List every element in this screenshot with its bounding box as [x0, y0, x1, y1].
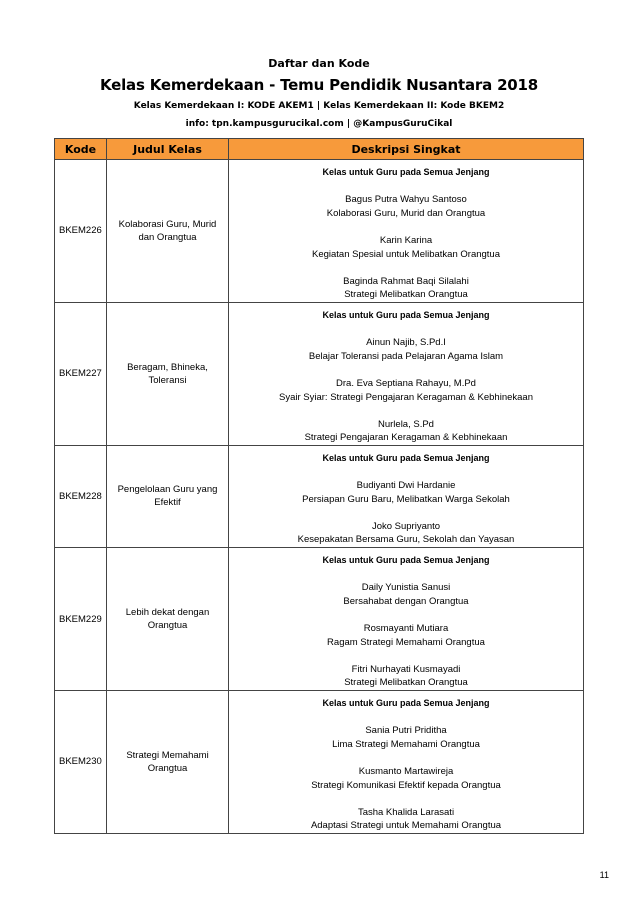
contact-info: info: tpn.kampusgurucikal.com | @KampusGuruCikal	[185, 119, 453, 129]
table-row	[55, 548, 584, 691]
session-topic: Strategi Melibatkan Orangtua	[344, 289, 468, 301]
speaker-name: Daily Yunistia Sanusi	[361, 582, 451, 594]
class-code: BKEM227	[55, 302, 107, 445]
spacer	[229, 323, 583, 337]
spacer	[229, 180, 583, 194]
speaker-name: Rosmayanti Mutiara	[363, 623, 449, 634]
session-topic: Strategi Komunikasi Efektif kepada Orangtua	[311, 779, 501, 791]
session-topic: Kegiatan Spesial untuk Melibatkan Orangtua	[311, 248, 500, 260]
spacer	[229, 608, 583, 622]
class-code-info: Kelas Kemerdekaan I: KODE AKEM1 | Kelas Kemerdekaan II: Kode BKEM2	[133, 101, 505, 111]
table-row	[55, 302, 584, 445]
class-title: Kolaborasi Guru, Murid dan Orangtua	[107, 160, 229, 303]
class-description	[229, 548, 584, 691]
speaker-name: Budiyanti Dwi Hardanie	[356, 480, 456, 492]
speaker-name: Kusmanto Martawireja	[358, 765, 454, 777]
session-topic: Lima Strategi Memahami Orangtua	[332, 738, 480, 750]
class-title: Beragam, Bhineka, Toleransi	[107, 302, 229, 445]
session-topic: Strategi Melibatkan Orangtua	[344, 677, 468, 689]
table-row	[55, 445, 584, 547]
description-heading: Kelas untuk Guru pada Semua Jenjang	[322, 309, 490, 320]
description-heading: Kelas untuk Guru pada Semua Jenjang	[322, 697, 490, 708]
session-topic: Adaptasi Strategi untuk Memahami Orangtua	[310, 820, 502, 832]
page-number: 11	[599, 870, 609, 880]
document-title: Kelas Kemerdekaan - Temu Pendidik Nusantara 2018	[99, 76, 539, 94]
spacer	[229, 363, 583, 377]
session-topic: Syair Syiar: Strategi Pengajaran Keragaman & Kebhinekaan	[278, 391, 533, 403]
spacer	[229, 568, 583, 582]
spacer	[229, 649, 583, 663]
spacer	[229, 506, 583, 520]
class-code: BKEM226	[55, 160, 107, 303]
spacer	[229, 751, 583, 765]
class-code: BKEM230	[55, 690, 107, 833]
description-heading: Kelas untuk Guru pada Semua Jenjang	[322, 452, 490, 463]
table-row	[55, 160, 584, 303]
class-table	[54, 138, 584, 834]
class-code: BKEM229	[55, 548, 107, 691]
class-title: Lebih dekat dengan Orangtua	[107, 548, 229, 691]
description-heading: Kelas untuk Guru pada Semua Jenjang	[322, 555, 490, 566]
class-description	[229, 445, 584, 547]
spacer	[229, 261, 583, 275]
session-topic: Belajar Toleransi pada Pelajaran Agama Islam	[308, 350, 504, 362]
speaker-name: Ainun Najib, S.Pd.I	[366, 337, 446, 349]
speaker-name: Joko Supriyanto	[371, 520, 441, 532]
speaker-name: Tasha Khalida Larasati	[357, 806, 455, 818]
spacer	[229, 220, 583, 234]
session-topic: Ragam Strategi Memahami Orangtua	[327, 636, 485, 648]
class-description	[229, 160, 584, 303]
column-header-kode: Kode	[55, 139, 107, 160]
table-header-row	[55, 139, 584, 160]
speaker-name: Karin Karina	[379, 234, 433, 246]
speaker-name: Baginda Rahmat Baqi Silalahi	[343, 275, 469, 287]
speaker-name: Dra. Eva Septiana Rahayu, M.Pd	[336, 377, 476, 389]
spacer	[229, 404, 583, 418]
speaker-name: Nurlela, S.Pd	[378, 418, 434, 430]
document-subtitle: Daftar dan Kode	[268, 57, 370, 70]
class-title: Pengelolaan Guru yang Efektif	[107, 445, 229, 547]
column-header-deskripsi: Deskripsi Singkat	[229, 139, 584, 160]
session-topic: Persiapan Guru Baru, Melibatkan Warga Sekolah	[302, 493, 510, 505]
class-description	[229, 690, 584, 833]
session-topic: Kolaborasi Guru, Murid dan Orangtua	[326, 207, 486, 219]
table-row	[55, 690, 584, 833]
session-topic: Bersahabat dengan Orangtua	[343, 595, 469, 607]
column-header-judul: Judul Kelas	[107, 139, 229, 160]
class-description	[229, 302, 584, 445]
spacer	[229, 465, 583, 479]
class-title: Strategi Memahami Orangtua	[107, 690, 229, 833]
spacer	[229, 792, 583, 806]
speaker-name: Sania Putri Priditha	[365, 725, 447, 737]
class-code: BKEM228	[55, 445, 107, 547]
session-topic: Strategi Pengajaran Keragaman & Kebhinekaan	[304, 432, 508, 444]
speaker-name: Fitri Nurhayati Kusmayadi	[351, 663, 461, 675]
description-heading: Kelas untuk Guru pada Semua Jenjang	[322, 167, 490, 177]
spacer	[229, 711, 583, 725]
session-topic: Kesepakatan Bersama Guru, Sekolah dan Yayasan	[297, 534, 515, 546]
speaker-name: Bagus Putra Wahyu Santoso	[345, 194, 467, 206]
